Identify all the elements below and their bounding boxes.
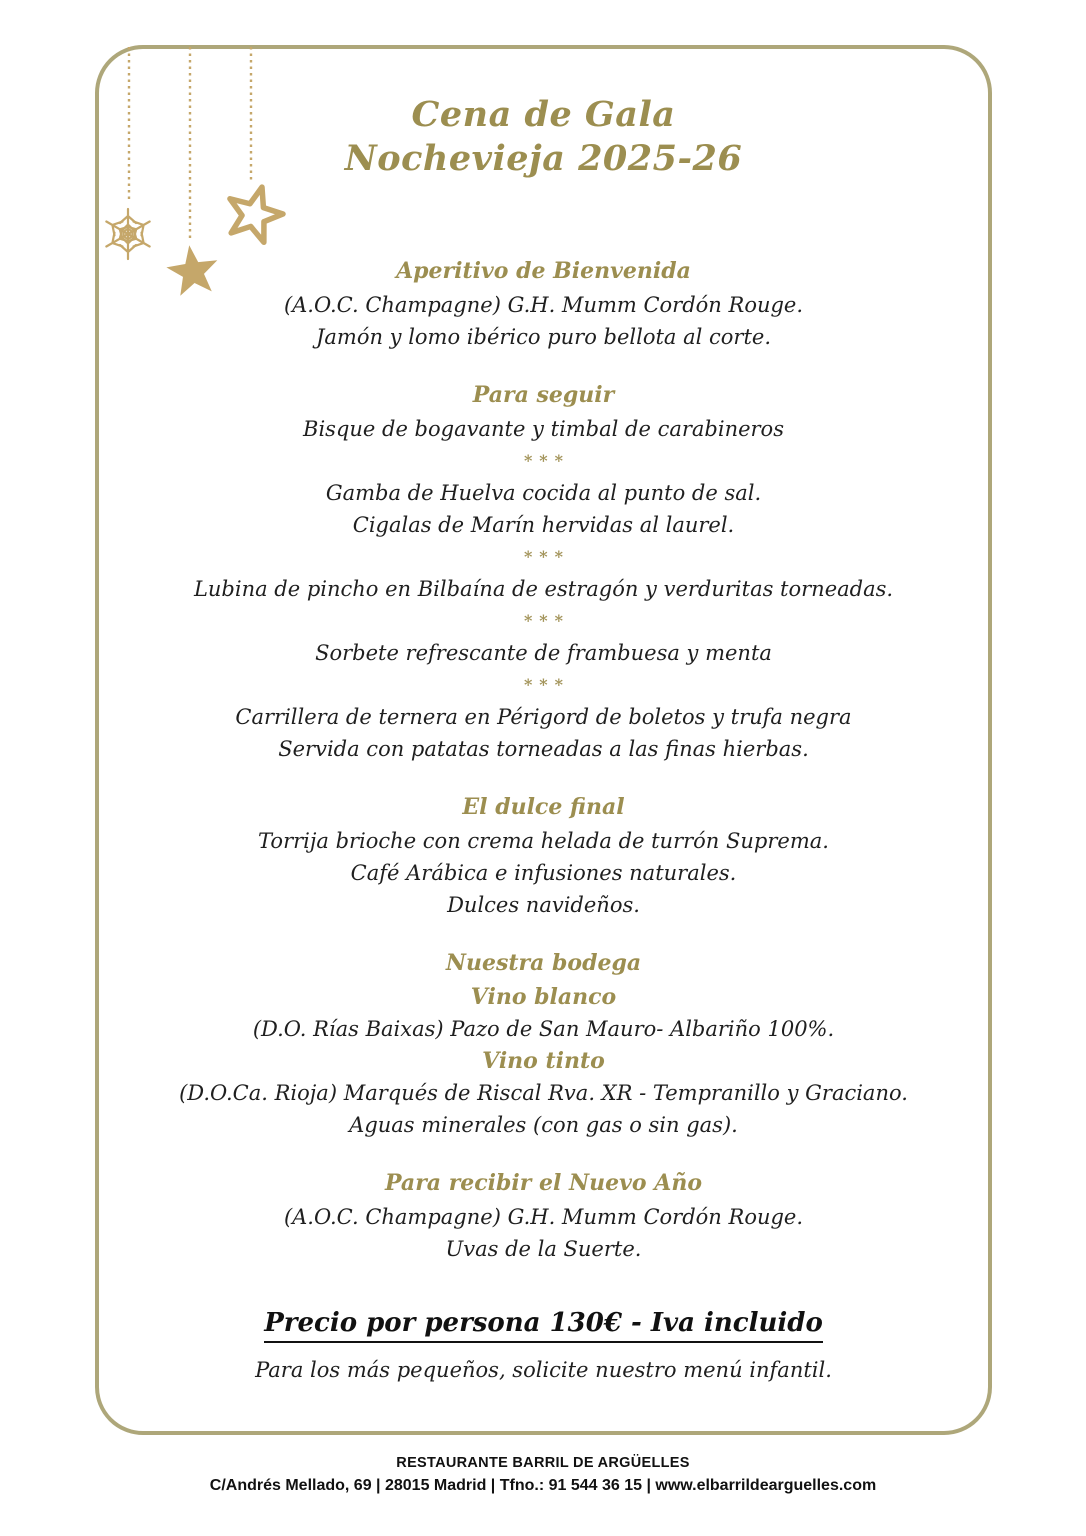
christmas-ornaments — [0, 0, 330, 330]
separator-stars: *** — [523, 451, 571, 470]
section-dulce-final — [99, 789, 988, 921]
price-block — [99, 1303, 988, 1386]
kids-menu-note: Para los más pequeños, solicite nuestro menú infantil. — [255, 1358, 832, 1382]
menu-line: (A.O.C. Champagne) G.H. Mumm Cordón Rouge. — [283, 293, 804, 317]
menu-line: Aguas minerales (con gas o sin gas). — [349, 1113, 738, 1137]
section-bodega — [99, 945, 988, 1141]
hanging-strings — [129, 47, 251, 241]
menu-title-line2: Nochevieja 2025-26 — [344, 138, 743, 179]
restaurant-name: RESTAURANTE BARRIL DE ARGÜELLES — [396, 1455, 690, 1471]
subsection-heading: Vino blanco — [470, 984, 617, 1010]
section-heading: Para recibir el Nuevo Año — [384, 1170, 702, 1196]
section-heading: Aperitivo de Bienvenida — [396, 258, 691, 284]
snowflake-icon — [102, 209, 153, 259]
menu-line: Cigalas de Marín hervidas al laurel. — [352, 513, 735, 537]
section-nuevo-ano — [99, 1165, 988, 1265]
menu-line: Jamón y lomo ibérico puro bellota al corte. — [315, 325, 772, 349]
section-heading: Para seguir — [472, 382, 615, 408]
menu-line: Carrillera de ternera en Périgord de boletos y trufa negra — [235, 705, 852, 729]
menu-line: (D.O.Ca. Rioja) Marqués de Riscal Rva. XR - Tempranillo y Graciano. — [179, 1081, 908, 1105]
menu-title-line1: Cena de Gala — [411, 94, 676, 135]
separator-stars: *** — [523, 675, 571, 694]
menu-line: (A.O.C. Champagne) G.H. Mumm Cordón Rouge. — [283, 1205, 804, 1229]
restaurant-address: C/Andrés Mellado, 69 | 28015 Madrid | Tfno.: 91 544 36 15 | www.elbarrildearguelles.com — [209, 1477, 877, 1494]
menu-line: Uvas de la Suerte. — [445, 1237, 642, 1261]
section-heading: Nuestra bodega — [445, 950, 642, 976]
star-outline-icon — [221, 180, 289, 246]
menu-line: Gamba de Huelva cocida al punto de sal. — [325, 481, 762, 505]
separator-stars: *** — [523, 547, 571, 566]
section-heading: El dulce final — [462, 794, 625, 820]
menu-line: Sorbete refrescante de frambuesa y menta — [315, 641, 772, 665]
separator-stars: *** — [523, 611, 571, 630]
section-para-seguir — [99, 377, 988, 765]
menu-line: Bisque de bogavante y timbal de carabineros — [303, 417, 784, 441]
menu-line: Servida con patatas torneadas a las finas hierbas. — [278, 737, 809, 761]
restaurant-footer — [0, 1452, 1086, 1498]
menu-line: Dulces navideños. — [447, 893, 640, 917]
menu-line: Torrija brioche con crema helada de turrón Suprema. — [258, 829, 829, 853]
menu-line: Lubina de pincho en Bilbaína de estragón y verduritas torneadas. — [193, 577, 894, 601]
menu-line: Café Arábica e infusiones naturales. — [350, 861, 737, 885]
menu-line: (D.O. Rías Baixas) Pazo de San Mauro- Albariño 100%. — [252, 1017, 835, 1041]
price-per-person: Precio por persona 130€ - Iva incluido — [264, 1308, 823, 1343]
star-filled-icon — [164, 242, 222, 297]
subsection-heading: Vino tinto — [482, 1048, 605, 1074]
